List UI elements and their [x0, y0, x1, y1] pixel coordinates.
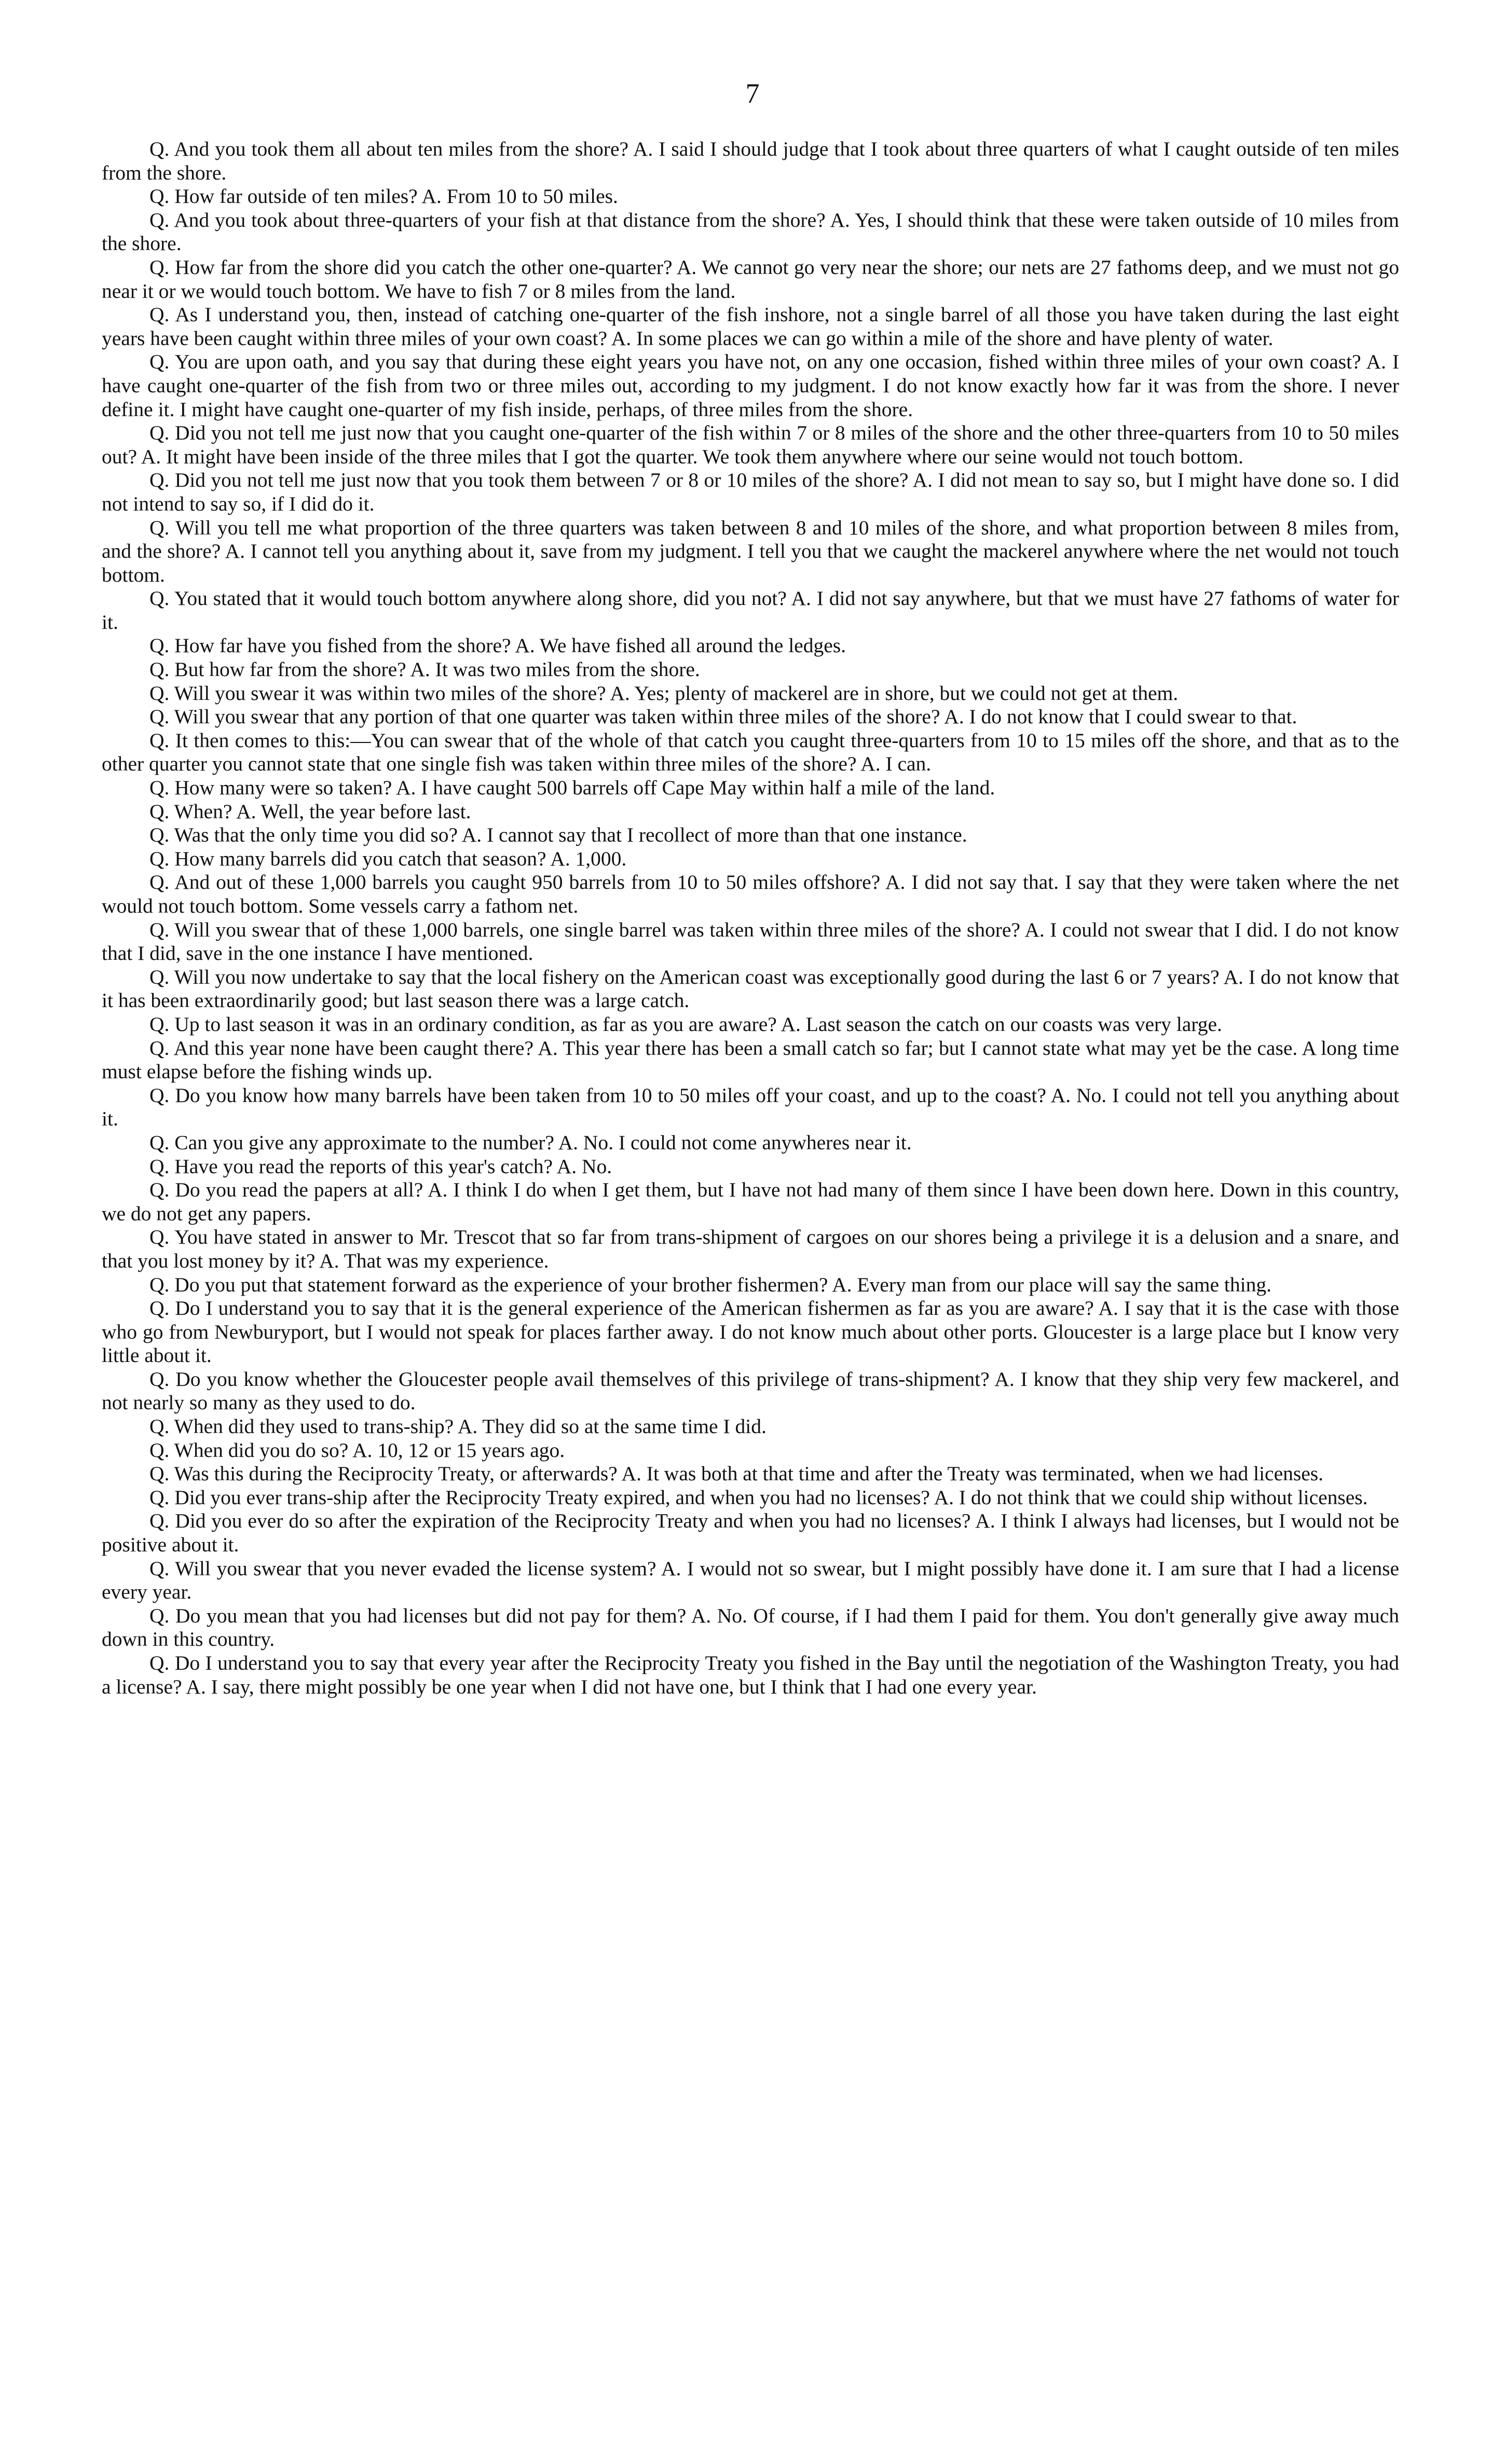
paragraph: Q. Do you read the papers at all? A. I think I do when I get them, but I have not had many of them since I have been down here. Down in this country, we do not get any papers.: [102, 1178, 1399, 1225]
paragraph: Q. Did you not tell me just now that you caught one-quarter of the fish within 7 or 8 miles of the shore and the other three-quarters from 10 to 50 miles out? A. It might have been inside of the three miles that I got the quarter. We took them anywhere where our seine would not touch bottom.: [102, 421, 1399, 468]
paragraph: Q. Up to last season it was in an ordinary condition, as far as you are aware? A. Last season the catch on our coasts was very large.: [149, 1012, 1222, 1036]
paragraph: Q. Will you swear it was within two miles of the shore? A. Yes; plenty of mackerel are in shore, but we could not get at them.: [149, 681, 1179, 705]
paragraph: Q. You stated that it would touch bottom anywhere along shore, did you not? A. I did not say anywhere, but that we must have 27 fathoms of water for it.: [102, 587, 1399, 634]
paragraph: Q. How far outside of ten miles? A. From 10 to 50 miles.: [149, 185, 618, 208]
paragraph: Q. Do you put that statement forward as the experience of your brother fishermen? A. Every man from our place will say the same thing.: [149, 1273, 1271, 1296]
paragraph: Q. When? A. Well, the year before last.: [149, 800, 471, 823]
paragraph: Q. Do you mean that you had licenses but did not pay for them? A. No. Of course, if I had them I paid for them. You don't generally give away much down in this country.: [102, 1604, 1399, 1651]
paragraph: Q. How many were so taken? A. I have caught 500 barrels off Cape May within half a mile of the land.: [149, 776, 995, 800]
paragraph: Q. You are upon oath, and you say that during these eight years you have not, on any one occasion, fished within three miles of your own coast? A. I have caught one-quarter of the fish from two or three miles out, according to my judgment. I do not know exactly how far it was from the shore. I never define it. I might have caught one-quarter of my fish inside, perhaps, of three miles from the shore.: [102, 350, 1399, 421]
paragraph: Q. Did you not tell me just now that you took them between 7 or 8 or 10 miles of the shore? A. I did not mean to say so, but I might have done so. I did not intend to say so, if I did do it.: [102, 469, 1399, 515]
paragraph: Q. Do you know how many barrels have been taken from 10 to 50 miles off your coast, and up to the coast? A. No. I could not tell you anything about it.: [102, 1083, 1399, 1131]
paragraph: Q. When did you do so? A. 10, 12 or 15 years ago.: [149, 1438, 565, 1462]
paragraph: Q. Do you know whether the Gloucester people avail themselves of this privilege of trans-shipment? A. I know that they ship very few mackerel, and not nearly so many as they used to do.: [102, 1367, 1399, 1414]
paragraph: Q. Was that the only time you did so? A. I cannot say that I recollect of more than that one instance.: [149, 823, 967, 847]
page-number: 7: [745, 78, 760, 109]
paragraph: Q. Can you give any approximate to the number? A. No. I could not come anywheres near it.: [149, 1131, 912, 1154]
paragraph: Q. Do I understand you to say that it is the general experience of the American fishermen as far as you are aware? A. I say that it is the case with those who go from Newburyport, but I would not speak for places farther away. I do not know much about other ports. Gloucester is a large place but I know very little about it.: [102, 1297, 1399, 1367]
paragraph: Q. Will you now undertake to say that the local fishery on the American coast was exceptionally good during the last 6 or 7 years? A. I do not know that it has been extraordinarily good; but last season there was a large catch.: [102, 965, 1399, 1012]
testimony-text: [102, 137, 1399, 1699]
paragraph: Q. You have stated in answer to Mr. Trescot that so far from trans-shipment of cargoes on our shores being a privilege it is a delusion and a snare, and that you lost money by it? A. That was my experience.: [102, 1226, 1399, 1272]
paragraph: Q. How many barrels did you catch that season? A. 1,000.: [149, 847, 627, 870]
paragraph: Q. How far have you fished from the shore? A. We have fished all around the ledges.: [149, 634, 846, 657]
paragraph: Q. And you took them all about ten miles from the shore? A. I said I should judge that I took about three quarters of what I caught outside of ten miles from the shore.: [102, 137, 1399, 184]
paragraph: Q. Was this during the Reciprocity Treaty, or afterwards? A. It was both at that time and after the Treaty was terminated, when we had licenses.: [149, 1462, 1324, 1485]
paragraph: Q. Will you swear that of these 1,000 barrels, one single barrel was taken within three miles of the shore? A. I could not swear that I did. I do not know that I did, save in the one instance I have mentioned.: [102, 918, 1399, 965]
paragraph: Q. And you took about three-quarters of your fish at that distance from the shore? A. Yes, I should think that these were taken outside of 10 miles from the shore.: [102, 208, 1399, 255]
paragraph: Q. Will you tell me what proportion of the three quarters was taken between 8 and 10 miles of the shore, and what proportion between 8 miles from, and the shore? A. I cannot tell you anything about it, save from my judgment. I tell you that we caught the mackerel anywhere where the net would not touch bottom.: [102, 516, 1399, 586]
paragraph: Q. Will you swear that you never evaded the license system? A. I would not so swear, but I might possibly have done it. I am sure that I had a license every year.: [102, 1557, 1399, 1604]
paragraph: Q. Will you swear that any portion of that one quarter was taken within three miles of the shore? A. I do not know that I could swear to that.: [149, 705, 1297, 728]
paragraph: Q. When did they used to trans-ship? A. They did so at the same time I did.: [149, 1415, 767, 1438]
paragraph: Q. Did you ever trans-ship after the Reciprocity Treaty expired, and when you had no licenses? A. I do not think that we could ship without licenses.: [149, 1485, 1368, 1509]
paragraph: Q. As I understand you, then, instead of catching one-quarter of the fish inshore, not a single barrel of all those you have taken during the last eight years have been caught within three miles of your own coast? A. In some places we can go within a mile of the shore and have plenty of water.: [102, 303, 1399, 350]
paragraph: Q. Do I understand you to say that every year after the Reciprocity Treaty you fished in the Bay until the negotiation of the Washington Treaty, you had a license? A. I say, there might possibly be one year when I did not have one, but I think that I had one every year.: [102, 1651, 1399, 1698]
paragraph: Q. Did you ever do so after the expiration of the Reciprocity Treaty and when you had no licenses? A. I think I always had licenses, but I would not be positive about it.: [102, 1509, 1399, 1557]
paragraph: Q. And out of these 1,000 barrels you caught 950 barrels from 10 to 50 miles offshore? A. I did not say that. I say that they were taken where the net would not touch bottom. Some vessels carry a fathom net.: [102, 871, 1399, 917]
paragraph: Q. It then comes to this:—You can swear that of the whole of that catch you caught three-quarters from 10 to 15 miles off the shore, and that as to the other quarter you cannot state that one single fish was taken within three miles of the shore? A. I can.: [102, 728, 1399, 776]
paragraph: Q. Have you read the reports of this year's catch? A. No.: [149, 1154, 612, 1178]
paragraph: Q. And this year none have been caught there? A. This year there has been a small catch so far; but I cannot state what may yet be the case. A long time must elapse before the fishing winds up.: [102, 1036, 1399, 1083]
paragraph: Q. How far from the shore did you catch the other one-quarter? A. We cannot go very near the shore; our nets are 27 fathoms deep, and we must not go near it or we would touch bottom. We have to fish 7 or 8 miles from the land.: [102, 255, 1399, 302]
paragraph: Q. But how far from the shore? A. It was two miles from the shore.: [149, 658, 700, 681]
